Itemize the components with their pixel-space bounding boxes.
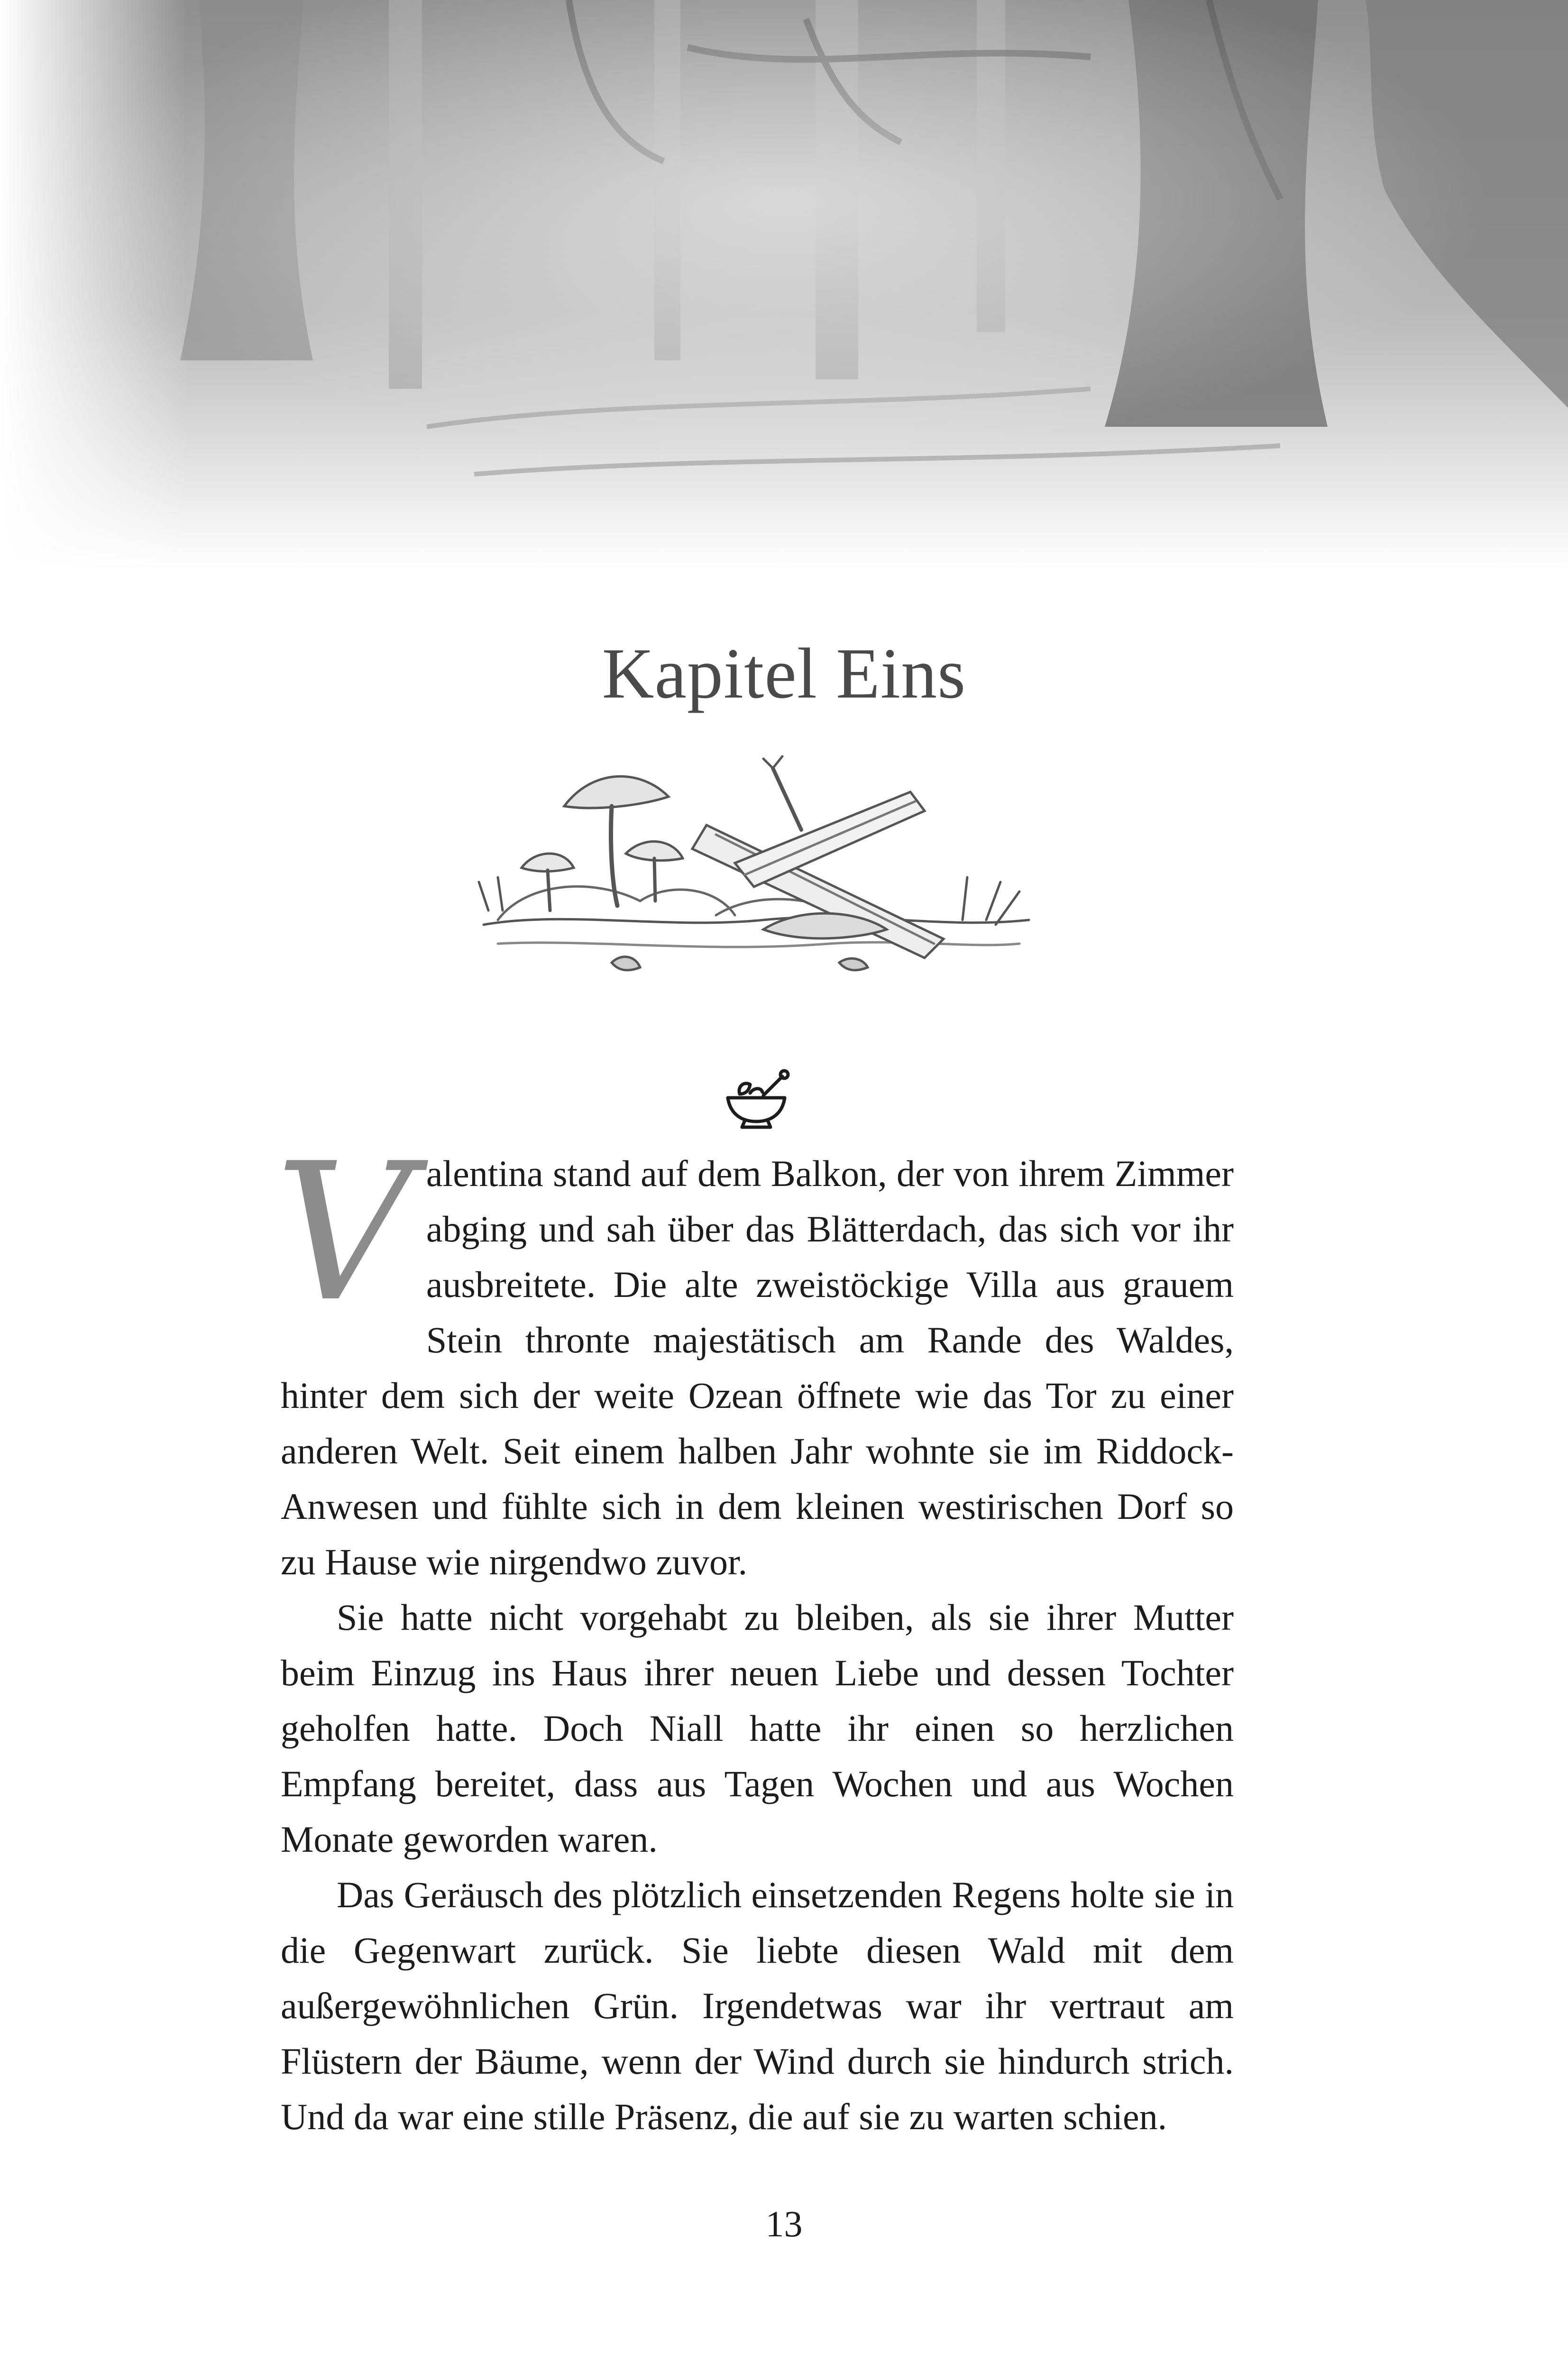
drop-cap: V [275,1123,412,1343]
paragraph-1: alentina stand auf dem Balkon, der von ihrem Zimmer abging und sah über das Blätterdach, das sich vor ihr ausbreitete. Die alte zweistöckige Villa aus grauem Stein thronte majestätisch am Rande des Waldes, hinter dem sich der weite Ozean öffnete wie das Tor zu einer anderen Welt. Seit einem halben Jahr wohnte sie im Riddock-Anwesen und fühlte sich in dem kleinen westirischen Dorf so zu Hause wie nirgendwo zuvor. [281,1153,1234,1582]
mortar-pestle-icon [721,1065,792,1131]
mushroom-log-illustration [469,740,1048,996]
paragraph-3: Das Geräusch des plötzlich einsetzenden Regens holte sie in die Gegenwart zurück. Sie liebte diesen Wald mit dem außergewöhnlichen Grün. Irgendetwas war ihr vertraut am Flüstern der Bäume, wenn der Wind durch sie hindurch strich. Und da war eine stille Präsenz, die auf sie zu warten schien. [281,1874,1234,2137]
chapter-title: Kapitel Eins [602,634,966,713]
page-number: 13 [765,2203,803,2244]
chapter-text [275,1123,1234,2144]
forest-header-illustration [0,0,1568,569]
paragraph-2: Sie hatte nicht vorgehabt zu bleiben, als sie ihrer Mutter beim Einzug ins Haus ihrer neuen Liebe und dessen Tochter geholfen hatte. Doch Niall hatte ihr einen so herzlichen Empfang bereitet, dass aus Tagen Wochen und aus Wochen Monate geworden waren. [281,1597,1234,1860]
